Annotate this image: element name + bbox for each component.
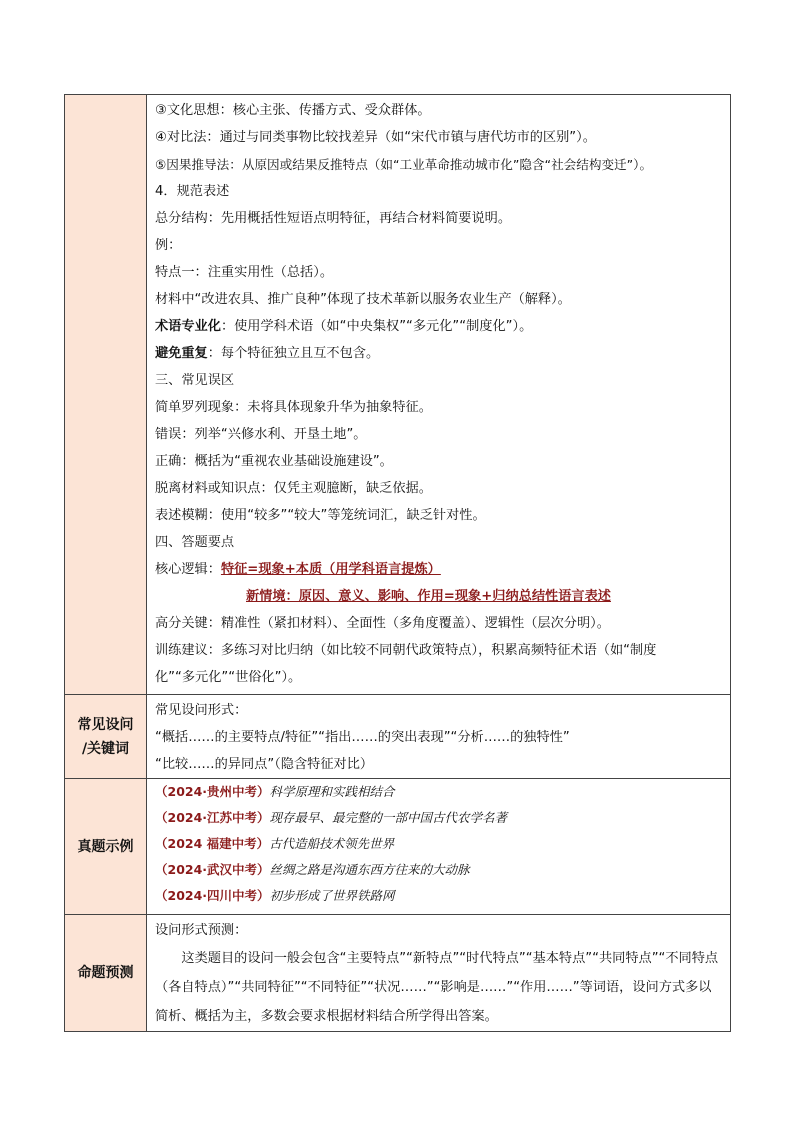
text-line: 脱离材料或知识点：仅凭主观臆断，缺乏依据。 [155, 481, 432, 496]
new-context-text: 新情境：原因、意义、影响、作用=现象+归纳总结性语言表述 [246, 589, 611, 604]
exam-example-item [155, 883, 722, 909]
text-line: ④对比法：通过与同类事物比较找差异（如“宋代市镇与唐代坊市的区别”）。 [155, 130, 596, 145]
text-line: 三、常见误区 [155, 373, 235, 388]
text-line: 材料中“改进农具、推广良种”体现了技术革新以服务农业生产（解释）。 [155, 292, 571, 307]
text-line: 4．规范表述 [155, 184, 230, 199]
exam-tag: （2024·江苏中考） [155, 810, 270, 825]
exam-examples-label: 真题示例 [65, 779, 147, 915]
exam-text: 现存最早、最完整的一部中国古代农学名著 [269, 810, 508, 825]
empty-label-cell [65, 95, 147, 695]
exam-example-item [155, 779, 722, 805]
term-label: 术语专业化 [155, 319, 221, 334]
exam-text: 丝绸之路是沟通东西方往来的大动脉 [269, 862, 470, 877]
text-line: 训练建议：多练习对比归纳（如比较不同朝代政策特点），积累高频特征术语（如“制度 [155, 643, 657, 658]
exam-example-item [155, 831, 722, 857]
exam-tag: （2024 福建中考） [155, 836, 270, 851]
question-keywords-section [147, 695, 731, 779]
exam-examples-section [147, 779, 731, 915]
text-line: 高分关键：精准性（紧扣材料）、全面性（多角度覆盖）、逻辑性（层次分明）。 [155, 616, 610, 631]
term-line [155, 313, 722, 340]
label-line: /关键词 [81, 740, 130, 757]
core-prefix: 核心逻辑： [155, 562, 221, 577]
text-line: 常见设问形式： [155, 703, 248, 718]
prediction-label: 命题预测 [65, 915, 147, 1032]
exam-text: 初步形成了世界铁路网 [269, 888, 395, 903]
new-context-line [155, 583, 722, 610]
exam-text: 科学原理和实践相结合 [269, 784, 395, 799]
exam-example-item [155, 857, 722, 883]
avoid-text: ：每个特征独立且互不包含。 [207, 346, 380, 361]
core-formula: 特征=现象+本质（用学科语言提炼） [220, 562, 441, 577]
core-logic-line [155, 556, 722, 583]
text-line: ③文化思想：核心主张、传播方式、受众群体。 [155, 103, 431, 118]
text-line: “比较……的异同点”（隐含特征对比） [155, 757, 374, 772]
question-keywords-label [65, 695, 147, 779]
text-line: 四、答题要点 [155, 535, 235, 550]
text-line: 总分结构：先用概括性短语点明特征，再结合材料简要说明。 [155, 211, 512, 226]
exam-tag: （2024·武汉中考） [155, 862, 270, 877]
exam-example-item [155, 805, 722, 831]
avoid-line [155, 340, 722, 367]
text-line: 错误：列举“兴修水利、开垦土地”。 [155, 427, 367, 442]
text-line: 特点一：注重实用性（总括）。 [155, 265, 334, 280]
prediction-section [147, 915, 731, 1032]
avoid-label: 避免重复 [155, 346, 208, 361]
text-line: 表述模糊：使用“较多”“较大”等笼统词汇，缺乏针对性。 [155, 508, 486, 523]
text-line: 简单罗列现象：未将具体现象升华为抽象特征。 [155, 400, 432, 415]
text-line: 正确：概括为“重视农业基础设施建设”。 [155, 454, 393, 469]
text-line: ⑤因果推导法：从原因或结果反推特点（如“工业革命推动城市化”隐含“社会结构变迁”）。 [155, 157, 653, 172]
content-table [64, 94, 731, 1032]
text-line: “概括……的主要特点/特征”“指出……的突出表现”“分析……的独特性” [155, 730, 570, 745]
prediction-heading: 设问形式预测： [155, 923, 248, 938]
exam-tag: （2024·四川中考） [155, 888, 270, 903]
term-text: ：使用学科术语（如“中央集权”“多元化”“制度化”）。 [220, 319, 533, 334]
method-section [147, 95, 731, 695]
label-line: 常见设问 [77, 716, 134, 733]
text-line: 化”“多元化”“世俗化”）。 [155, 670, 302, 685]
text-line: 例： [155, 238, 182, 253]
prediction-paragraph: 这类题目的设问一般会包含“主要特点”“新特点”“时代特点”“基本特点”“共同特点”“不同特点（各自特点）”“共同特征”“不同特征”“状况……”“影响是……”“作用……”等词语，设问方式多以简析、概括为主，多数会要求根据材料结合所学得出答案。 [155, 951, 719, 1024]
exam-text: 古代造船技术领先世界 [269, 836, 395, 851]
exam-tag: （2024·贵州中考） [155, 784, 270, 799]
